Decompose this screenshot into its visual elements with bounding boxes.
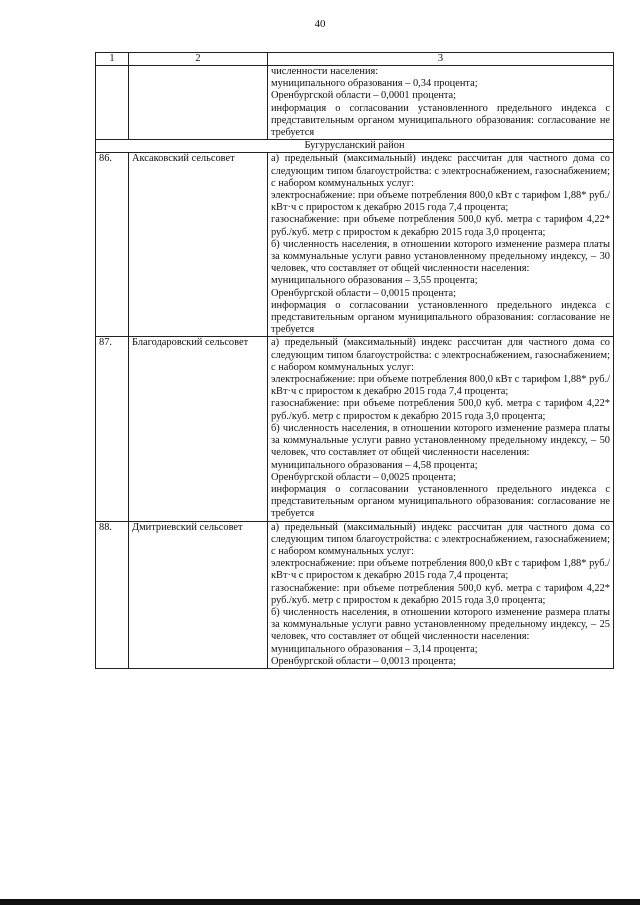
section-row [96, 140, 614, 153]
section-title: Бугурусланский район [96, 140, 614, 153]
text-line: б) численность населения, в отношении которого изменение размера платы за коммунальные услуги равно установленному предельному индексу, – 50 человек, что составляет от общей численности населения: [271, 422, 610, 459]
row-text-cell [268, 521, 614, 668]
row-text-cell [268, 153, 614, 337]
text-line: Оренбургской области – 0,0001 процента; [271, 90, 457, 102]
row-name-cell [129, 66, 268, 140]
header-col-2: 2 [129, 53, 268, 66]
page-number: 40 [314, 18, 326, 30]
text-line: информация о согласовании установленного предельного индекса с представительным органом муниципального образования: согласование не требуется [271, 483, 610, 520]
table-row [96, 153, 614, 337]
table-header-row [96, 53, 614, 66]
text-line: а) предельный (максимальный) индекс рассчитан для частного дома со следующим типом благоустройства: с электроснабжением, газоснабжением; с набором коммунальных услуг: [271, 153, 610, 189]
text-line: информация о согласовании установленного предельного индекса с представительным органом муниципального образования: согласование не требуется [271, 102, 610, 139]
row-number: 88. [96, 521, 129, 668]
text-line: газоснабжение: при объеме потребления 500,0 куб. метра с тарифом 4,22* руб./куб. метр с приростом к декабрю 2015 года 3,0 процента; [271, 582, 610, 606]
index-table [95, 52, 614, 669]
text-line: Оренбургской области – 0,0013 процента; [271, 655, 457, 667]
text-line: электроснабжение: при объеме потребления 800,0 кВт с тарифом 1,88* руб./кВт·ч с приростом к декабрю 2015 года 7,4 процента; [271, 374, 610, 398]
row-name: Дмитриевский сельсовет [129, 521, 268, 668]
text-line: газоснабжение: при объеме потребления 500,0 куб. метра с тарифом 4,22* руб./куб. метр с приростом к декабрю 2015 года 3,0 процента; [271, 214, 610, 238]
row-text-cell [268, 337, 614, 521]
text-line: Оренбургской области – 0,0015 процента; [271, 287, 457, 299]
text-line: б) численность населения, в отношении которого изменение размера платы за коммунальные услуги равно установленному предельному индексу, – 30 человек, что составляет от общей численности населения: [271, 238, 610, 275]
text-line: информация о согласовании установленного предельного индекса с представительным органом муниципального образования: согласование не требуется [271, 299, 610, 336]
header-col-3: 3 [268, 53, 614, 66]
row-name: Аксаковский сельсовет [129, 153, 268, 337]
text-line: электроснабжение: при объеме потребления 800,0 кВт с тарифом 1,88* руб./кВт·ч с приростом к декабрю 2015 года 7,4 процента; [271, 190, 610, 214]
text-line: муниципального образования – 3,55 процента; [271, 275, 478, 287]
text-line: электроснабжение: при объеме потребления 800,0 кВт с тарифом 1,88* руб./кВт·ч с приростом к декабрю 2015 года 7,4 процента; [271, 558, 610, 582]
row-number: 86. [96, 153, 129, 337]
text-line: численности населения: [271, 66, 379, 77]
text-line: муниципального образования – 3,14 процента; [271, 643, 478, 655]
row-text-cell [268, 66, 614, 140]
text-line: а) предельный (максимальный) индекс рассчитан для частного дома со следующим типом благоустройства: с электроснабжением, газоснабжением; с набором коммунальных услуг: [271, 337, 610, 373]
text-line: газоснабжение: при объеме потребления 500,0 куб. метра с тарифом 4,22* руб./куб. метр с приростом к декабрю 2015 года 3,0 процента; [271, 398, 610, 422]
text-line: а) предельный (максимальный) индекс рассчитан для частного дома со следующим типом благоустройства: с электроснабжением, газоснабжением; с набором коммунальных услуг: [271, 521, 610, 557]
continuation-row [96, 66, 614, 140]
header-col-1: 1 [96, 53, 129, 66]
text-line: Оренбургской области – 0,0025 процента; [271, 471, 457, 483]
text-line: муниципального образования – 0,34 процента; [271, 78, 478, 90]
table-row [96, 521, 614, 668]
row-number-cell [96, 66, 129, 140]
text-line: б) численность населения, в отношении которого изменение размера платы за коммунальные услуги равно установленному предельному индексу, – 25 человек, что составляет от общей численности населения: [271, 606, 610, 643]
table-row [96, 337, 614, 521]
text-line: муниципального образования – 4,58 процента; [271, 459, 478, 471]
row-name: Благодаровский сельсовет [129, 337, 268, 521]
row-number: 87. [96, 337, 129, 521]
scan-edge [0, 899, 640, 905]
